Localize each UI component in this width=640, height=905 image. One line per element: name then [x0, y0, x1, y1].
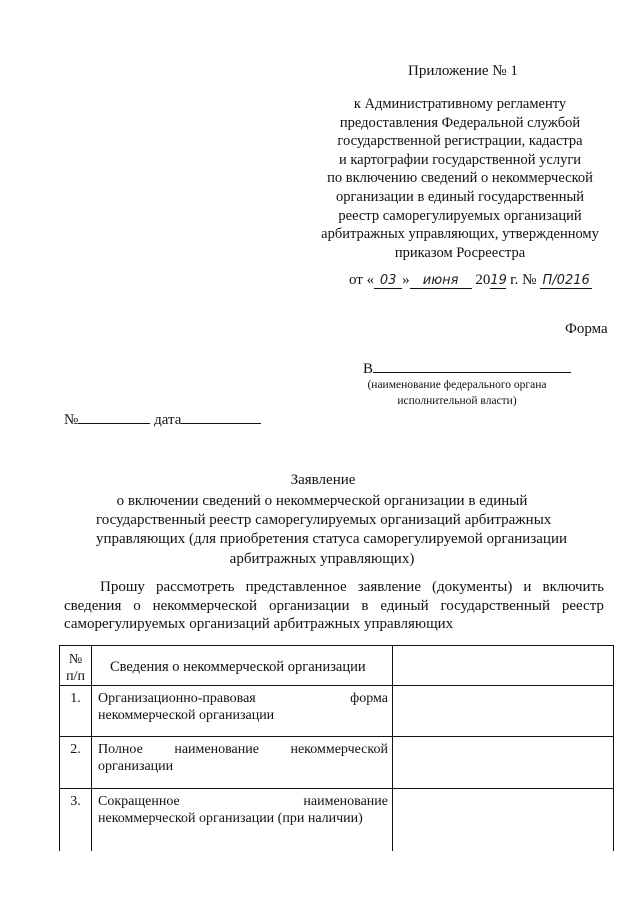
request-word: государственный [440, 597, 550, 614]
recipient-caption [343, 377, 571, 409]
row-label-line [98, 741, 388, 758]
statement-subject [96, 492, 567, 569]
row-label-cell [92, 737, 393, 789]
registration-number-date [64, 411, 261, 428]
header-num-cell [60, 646, 92, 686]
order-month: июня [422, 273, 459, 288]
header-num-line2: п/п [66, 669, 85, 684]
row-num: 2. [70, 742, 81, 757]
row-label [92, 737, 392, 775]
regulation-line: реестр саморегулируемых организаций [338, 207, 582, 224]
request-line [64, 597, 604, 616]
row-label-word: наименование [174, 742, 259, 757]
order-day-field [374, 273, 402, 289]
row-num: 3. [70, 794, 81, 809]
request-word: единый [380, 597, 429, 614]
statement-subject-line: о включении сведений о некоммерческой организации в единый [116, 493, 528, 509]
request-paragraph [64, 578, 604, 634]
header-label: Сведения о некоммерческой организации [110, 659, 366, 675]
row-value-cell[interactable] [393, 686, 614, 737]
order-date-number [349, 273, 592, 289]
request-word: заявление [357, 579, 421, 595]
row-label-line: организации [98, 759, 174, 774]
table-row [60, 789, 614, 851]
request-word: некоммерческой [152, 597, 258, 614]
row-num-cell [60, 789, 92, 851]
registration-date-field[interactable] [181, 411, 261, 424]
registration-number-label: № [64, 412, 79, 428]
regulation-line: государственной регистрации, кадастра [337, 133, 583, 150]
regulation-line: предоставления Федеральной службой [339, 114, 581, 131]
order-day-close: » [402, 272, 410, 288]
order-day: 03 [379, 273, 397, 288]
regulation-line: арбитражных управляющих, утвержденному [321, 226, 599, 243]
row-label-line [98, 690, 388, 707]
request-word: Прошу [100, 579, 145, 595]
row-label-cell [92, 789, 393, 851]
recipient-prefix: В [363, 361, 374, 377]
row-label-word: Полное [98, 742, 143, 757]
recipient-caption-line: (наименование федерального органа [367, 379, 547, 391]
row-label-line: некоммерческой организации [98, 708, 275, 723]
request-line [64, 578, 604, 597]
recipient-line [363, 360, 571, 377]
row-label [92, 686, 392, 724]
request-word: и [523, 579, 532, 595]
row-label-line: некоммерческой организации (при наличии) [98, 811, 363, 826]
row-label-word: Сокращенное [98, 794, 180, 809]
row-label-word: наименование [303, 794, 388, 809]
recipient-field[interactable] [373, 360, 571, 373]
row-label-word: форма [350, 691, 388, 706]
recipient-caption-line: исполнительной власти) [397, 395, 517, 407]
order-month-field [410, 273, 472, 289]
order-number-label: № [522, 272, 537, 288]
regulation-line: по включению сведений о некоммерческой [327, 170, 593, 187]
request-word: реестр [561, 597, 604, 614]
regulation-line: организации в единый государственный [335, 188, 585, 205]
statement-subject-line: управляющих (для приобретения статуса саморегулируемой организации [96, 531, 567, 548]
row-num-cell [60, 737, 92, 789]
table-row [60, 686, 614, 737]
request-word: рассмотреть [155, 579, 235, 595]
order-prefix: от « [349, 272, 375, 288]
order-year-field [490, 273, 506, 289]
request-word: сведения [64, 597, 122, 614]
row-value-cell[interactable] [393, 789, 614, 851]
regulation-line: к Административному регламенту [353, 96, 567, 112]
regulation-reference [300, 95, 620, 262]
form-label: Форма [565, 321, 608, 337]
order-number-field [540, 273, 592, 289]
row-label-word: Организационно-правовая [98, 691, 256, 706]
header-num-line1: № [68, 652, 83, 667]
order-year-prefix: 20 [475, 272, 491, 288]
row-value-cell[interactable] [393, 737, 614, 789]
regulation-line: приказом Росреестра [394, 244, 526, 261]
row-label [92, 789, 392, 827]
request-word: представленное [245, 579, 347, 595]
registration-number-field[interactable] [78, 411, 150, 424]
statement-subject-line: арбитражных управляющих) [229, 550, 415, 567]
registration-date-label: дата [154, 412, 182, 428]
row-num: 1. [70, 691, 81, 706]
order-year-suffix: 19 [490, 273, 507, 288]
table-header-row [60, 646, 614, 686]
regulation-line: и картографии государственной услуги [338, 151, 582, 168]
row-label-cell [92, 686, 393, 737]
request-word: организации [268, 597, 350, 614]
row-label-line [98, 793, 388, 810]
row-num-cell [60, 686, 92, 737]
header-label-cell [92, 646, 393, 686]
table-row [60, 737, 614, 789]
row-label-word: некоммерческой [290, 742, 388, 757]
appendix-title: Приложение № 1 [408, 63, 518, 79]
request-line: саморегулируемых организаций арбитражных управляющих [64, 616, 454, 632]
order-number: П/0216 [542, 273, 590, 288]
request-word: о [133, 597, 141, 614]
header-value-cell[interactable] [393, 646, 614, 686]
request-word: в [361, 597, 369, 614]
statement-subject-line: государственный реестр саморегулируемых организаций арбитражных [96, 512, 552, 529]
request-word: (документы) [432, 579, 513, 595]
request-word: включить [542, 579, 604, 595]
order-year-unit: г. [510, 272, 519, 288]
organization-info-table [59, 645, 614, 851]
statement-title: Заявление [290, 472, 356, 488]
